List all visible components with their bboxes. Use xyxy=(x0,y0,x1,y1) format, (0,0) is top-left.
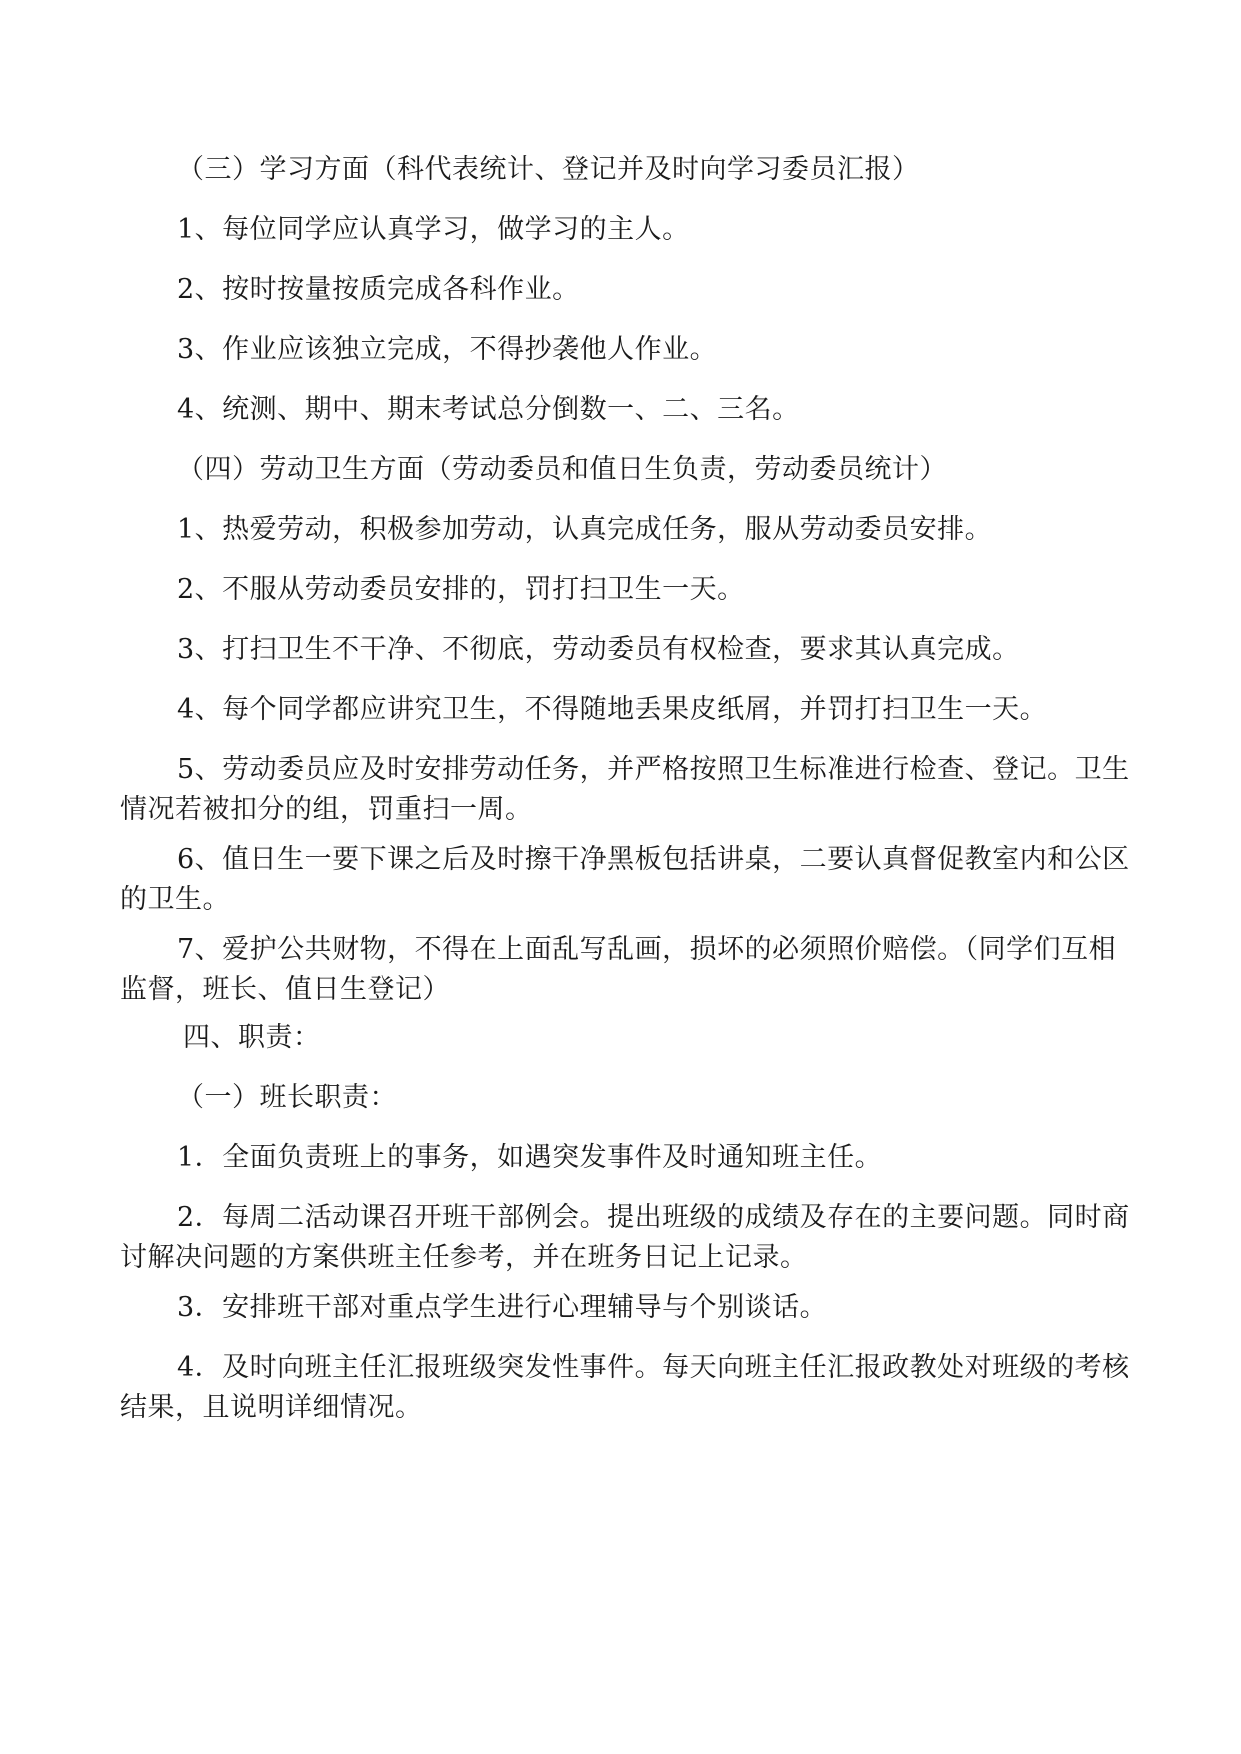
monitor-duty-1: 1．全面负责班上的事务，如遇突发事件及时通知班主任。 xyxy=(177,1142,883,1173)
labor-rule-3: 3、打扫卫生不干净、不彻底，劳动委员有权检查，要求其认真完成。 xyxy=(177,634,1020,665)
study-rule-1: 1、每位同学应认真学习，做学习的主人。 xyxy=(177,214,690,245)
monitor-duty-3: 3．安排班干部对重点学生进行心理辅导与个别谈话。 xyxy=(177,1292,828,1323)
study-rule-4: 4、统测、期中、期末考试总分倒数一、二、三名。 xyxy=(177,394,800,425)
labor-rule-4: 4、每个同学都应讲究卫生，不得随地丢果皮纸屑，并罚打扫卫生一天。 xyxy=(177,694,1048,725)
labor-rule-7: 7、爱护公共财物，不得在上面乱写乱画，损坏的必须照价赔偿。（同学们互相监督，班长、值日生登记） xyxy=(120,934,1117,1005)
labor-rule-2: 2、不服从劳动委员安排的，罚打扫卫生一天。 xyxy=(177,574,745,605)
labor-rule-6: 6、值日生一要下课之后及时擦干净黑板包括讲桌，二要认真督促教室内和公区的卫生。 xyxy=(120,844,1130,915)
study-rule-2: 2、按时按量按质完成各科作业。 xyxy=(177,274,580,305)
subsection-heading-monitor: （一）班长职责： xyxy=(177,1082,397,1113)
labor-rule-1: 1、热爱劳动，积极参加劳动，认真完成任务，服从劳动委员安排。 xyxy=(177,514,993,545)
section-heading-duties: 四、职责： xyxy=(183,1022,321,1053)
monitor-duty-2: 2．每周二活动课召开班干部例会。提出班级的成绩及存在的主要问题。同时商讨解决问题的方案供班主任参考，并在班务日记上记录。 xyxy=(120,1202,1130,1273)
section-heading-labor: （四）劳动卫生方面（劳动委员和值日生负责，劳动委员统计） xyxy=(177,454,947,485)
study-rule-3: 3、作业应该独立完成，不得抄袭他人作业。 xyxy=(177,334,718,365)
monitor-duty-4: 4．及时向班主任汇报班级突发性事件。每天向班主任汇报政教处对班级的考核结果，且说明详细情况。 xyxy=(120,1352,1130,1423)
labor-rule-5: 5、劳动委员应及时安排劳动任务，并严格按照卫生标准进行检查、登记。卫生情况若被扣分的组，罚重扫一周。 xyxy=(120,754,1130,825)
section-heading-study: （三）学习方面（科代表统计、登记并及时向学习委员汇报） xyxy=(177,154,920,185)
